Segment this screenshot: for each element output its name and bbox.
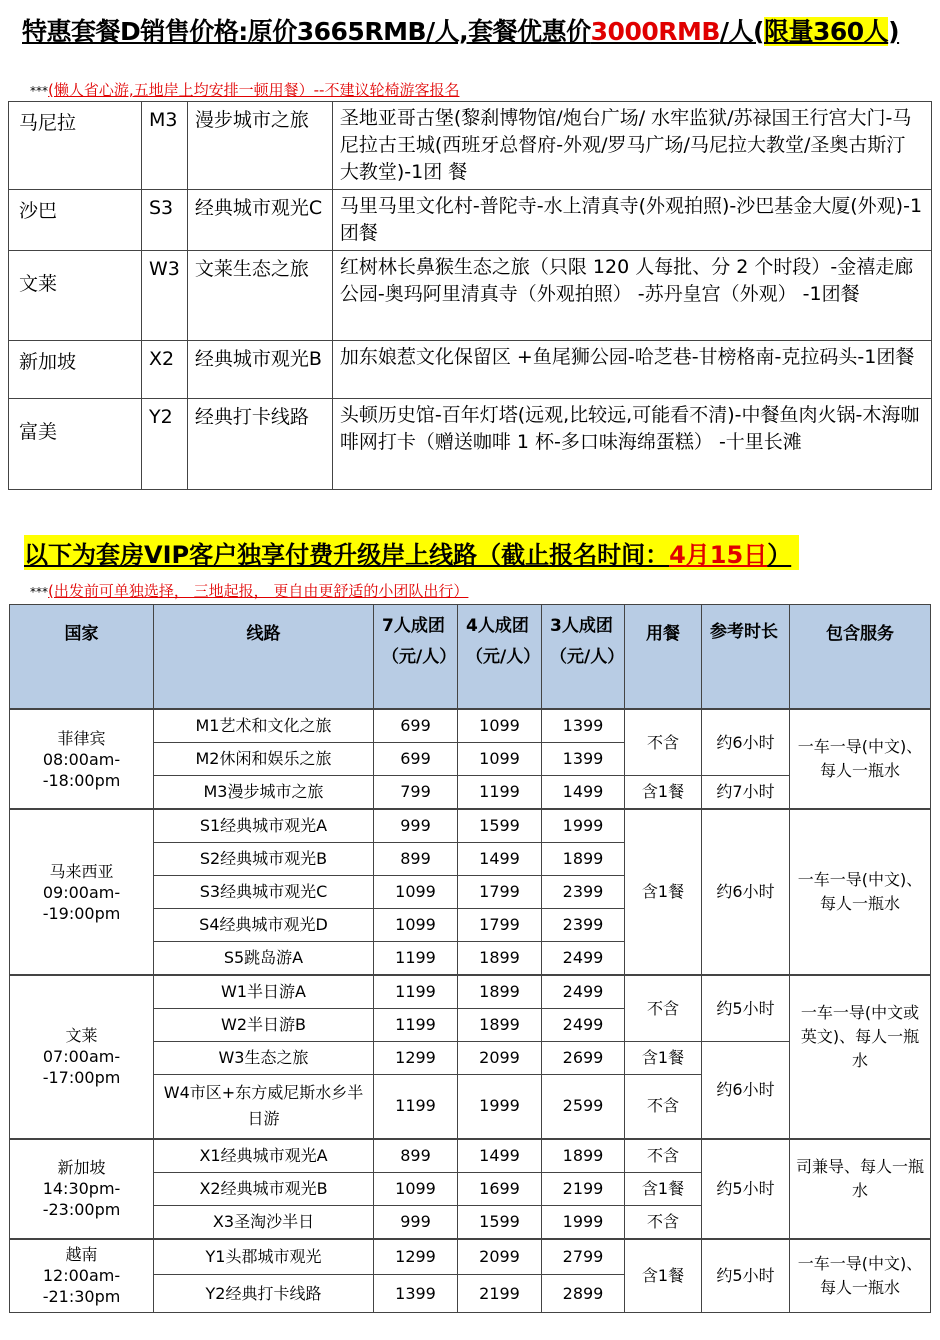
col-country: 国家 [10, 605, 154, 710]
price-3: 1999 [542, 1205, 625, 1239]
itinerary-table [8, 101, 932, 490]
route-name: W4市区+东方威尼斯水乡半日游 [154, 1075, 374, 1139]
price-3: 1399 [542, 709, 625, 743]
itinerary-route-name: 漫步城市之旅 [187, 102, 332, 190]
price-4: 2199 [458, 1275, 542, 1313]
country-name: 马来西亚 [49, 861, 114, 881]
price-7: 1299 [374, 1042, 458, 1075]
table-row [10, 1139, 931, 1173]
itinerary-row [9, 251, 932, 341]
itinerary-route-name: 经典打卡线路 [187, 399, 332, 490]
route-name: M2休闲和娱乐之旅 [154, 743, 374, 776]
itinerary-city: 富美 [9, 399, 142, 490]
promo-price: 3000RMB [590, 17, 720, 46]
price-4: 1099 [458, 743, 542, 776]
table-row [10, 1239, 931, 1275]
route-name: M1艺术和文化之旅 [154, 709, 374, 743]
price-7: 1199 [374, 975, 458, 1009]
meal-cell: 不含 [625, 975, 702, 1042]
meal-cell: 不含 [625, 709, 702, 776]
route-name: Y1头郡城市观光 [154, 1239, 374, 1275]
table-row [10, 709, 931, 743]
route-name: W2半日游B [154, 1009, 374, 1042]
price-7: 1099 [374, 909, 458, 942]
price-3: 1999 [542, 809, 625, 843]
route-name: X2经典城市观光B [154, 1172, 374, 1205]
country-time: 14:30pm--23:00pm [42, 1179, 121, 1219]
itinerary-city: 文莱 [9, 251, 142, 341]
meal-cell: 不含 [625, 1075, 702, 1139]
meal-cell: 不含 [625, 1205, 702, 1239]
route-name: W3生态之旅 [154, 1042, 374, 1075]
route-name: X1经典城市观光A [154, 1139, 374, 1173]
price-3: 2399 [542, 876, 625, 909]
col-route: 线路 [154, 605, 374, 710]
price-4: 1799 [458, 876, 542, 909]
itinerary-row [9, 399, 932, 490]
price-3: 1899 [542, 1139, 625, 1173]
price-4: 1799 [458, 909, 542, 942]
vip-upgrade-heading [24, 535, 799, 570]
duration-cell: 约6小时 [702, 709, 790, 776]
price-7: 1199 [374, 1009, 458, 1042]
price-4: 1899 [458, 975, 542, 1009]
country-time: 09:00am--19:00pm [42, 882, 121, 923]
heading-prefix: 特惠套餐D销售价格:原价3665RMB/人,套餐优惠价 [22, 17, 591, 46]
itinerary-city: 新加坡 [9, 341, 142, 399]
price-7: 799 [374, 776, 458, 810]
itinerary-route-name: 文莱生态之旅 [187, 251, 332, 341]
itinerary-row [9, 341, 932, 399]
price-7: 1199 [374, 942, 458, 976]
route-name: W1半日游A [154, 975, 374, 1009]
price-3: 1899 [542, 843, 625, 876]
country-cell [10, 709, 154, 809]
col-service: 包含服务 [790, 605, 931, 710]
per-person-text: /人( [719, 17, 764, 46]
itinerary-detail: 头顿历史馆-百年灯塔(远观,比较远,可能看不清)-中餐鱼肉火锅-木海咖啡网打卡（赠送咖啡 1 杯-多口味海绵蛋糕） -十里长滩 [332, 399, 931, 490]
itinerary-code: Y2 [142, 399, 188, 490]
service-cell: 一车一导(中文)、每人一瓶水 [790, 1239, 931, 1313]
price-7: 699 [374, 709, 458, 743]
price-7: 999 [374, 1205, 458, 1239]
note-text: (懒人省心游,五地岸上均安排一顿用餐）--不建议轮椅游客报名 [48, 81, 460, 99]
duration-cell: 约5小时 [702, 1239, 790, 1313]
price-4: 1999 [458, 1075, 542, 1139]
deadline-date: 4月15日 [669, 541, 768, 569]
price-7: 699 [374, 743, 458, 776]
itinerary-row [9, 102, 932, 190]
itinerary-code: M3 [142, 102, 188, 190]
meal-cell: 含1餐 [625, 776, 702, 810]
country-cell [10, 975, 154, 1139]
price-4: 2099 [458, 1042, 542, 1075]
service-cell: 一车一导(中文)、每人一瓶水 [790, 709, 931, 809]
price-3: 2599 [542, 1075, 625, 1139]
route-name: Y2经典打卡线路 [154, 1275, 374, 1313]
price-7: 999 [374, 809, 458, 843]
country-name: 越南 [65, 1245, 98, 1265]
itinerary-detail: 加东娘惹文化保留区 +鱼尾狮公园-哈芝巷-甘榜格南-克拉码头-1团餐 [332, 341, 931, 399]
table-row [10, 809, 931, 843]
country-cell [10, 809, 154, 975]
meal-cell: 含1餐 [625, 809, 702, 975]
vip-heading-close: ） [767, 541, 792, 569]
price-4: 2099 [458, 1239, 542, 1275]
price-7: 899 [374, 1139, 458, 1173]
package-price-heading [22, 12, 899, 48]
route-name: X3圣淘沙半日 [154, 1205, 374, 1239]
itinerary-route-name: 经典城市观光C [187, 190, 332, 251]
country-name: 文莱 [65, 1026, 98, 1046]
country-time: 12:00am--21:30pm [42, 1266, 121, 1307]
country-name: 新加坡 [57, 1158, 106, 1177]
itinerary-detail: 红树林长鼻猴生态之旅（只限 120 人每批、分 2 个时段）-金禧走廊公园-奥玛阿里清真寺（外观拍照） -苏丹皇宫（外观） -1团餐 [332, 251, 931, 341]
price-4: 1499 [458, 1139, 542, 1173]
note-stars: *** [30, 84, 48, 98]
price-3: 2399 [542, 909, 625, 942]
price-3: 2499 [542, 1009, 625, 1042]
price-4: 1699 [458, 1172, 542, 1205]
duration-cell: 约5小时 [702, 1139, 790, 1239]
price-3: 2499 [542, 942, 625, 976]
vip-price-table [9, 604, 931, 1313]
package-note [30, 79, 459, 100]
duration-cell: 约6小时 [702, 809, 790, 975]
route-name: S1经典城市观光A [154, 809, 374, 843]
price-7: 1299 [374, 1239, 458, 1275]
price-3: 2899 [542, 1275, 625, 1313]
meal-cell: 含1餐 [625, 1042, 702, 1075]
country-time: 08:00am--18:00pm [42, 749, 121, 790]
country-cell [10, 1239, 154, 1313]
price-7: 1099 [374, 876, 458, 909]
col-meal: 用餐 [625, 605, 702, 710]
price-4: 1899 [458, 1009, 542, 1042]
itinerary-row [9, 190, 932, 251]
vip-note [30, 580, 468, 601]
price-4: 1499 [458, 843, 542, 876]
service-cell: 一车一导(中文或英文)、每人一瓶水 [790, 975, 931, 1139]
price-3: 2499 [542, 975, 625, 1009]
service-cell: 司兼导、每人一瓶水 [790, 1139, 931, 1239]
meal-cell: 含1餐 [625, 1239, 702, 1313]
route-name: S3经典城市观光C [154, 876, 374, 909]
price-3: 2799 [542, 1239, 625, 1275]
duration-cell: 约5小时 [702, 975, 790, 1042]
price-7: 1399 [374, 1275, 458, 1313]
price-7: 899 [374, 843, 458, 876]
price-3: 2699 [542, 1042, 625, 1075]
country-name: 菲律宾 [57, 728, 106, 748]
meal-cell: 不含 [625, 1139, 702, 1173]
duration-cell: 约7小时 [702, 776, 790, 810]
price-4: 1599 [458, 1205, 542, 1239]
note-stars: *** [30, 585, 48, 599]
price-4: 1099 [458, 709, 542, 743]
itinerary-detail: 圣地亚哥古堡(黎刹博物馆/炮台广场/ 水牢监狱/苏禄国王行宫大门-马尼拉古王城(西班牙总督府-外观/罗马广场/马尼拉大教堂/圣奥古斯汀大教堂)-1团 餐 [332, 102, 931, 190]
itinerary-code: W3 [142, 251, 188, 341]
itinerary-code: X2 [142, 341, 188, 399]
limit-badge: 限量360人 [763, 17, 889, 46]
price-4: 1199 [458, 776, 542, 810]
col-price-3: 3人成团（元/人） [542, 605, 625, 710]
itinerary-city: 马尼拉 [9, 102, 142, 190]
col-price-7: 7人成团（元/人） [374, 605, 458, 710]
price-3: 1499 [542, 776, 625, 810]
price-3: 1399 [542, 743, 625, 776]
price-4: 1599 [458, 809, 542, 843]
price-4: 1899 [458, 942, 542, 976]
price-table-header [10, 605, 931, 710]
country-cell [10, 1139, 154, 1239]
price-3: 2199 [542, 1172, 625, 1205]
meal-cell: 含1餐 [625, 1172, 702, 1205]
table-row [10, 975, 931, 1009]
itinerary-code: S3 [142, 190, 188, 251]
itinerary-city: 沙巴 [9, 190, 142, 251]
col-duration: 参考时长 [702, 605, 790, 710]
route-name: S5跳岛游A [154, 942, 374, 976]
route-name: S2经典城市观光B [154, 843, 374, 876]
itinerary-detail: 马里马里文化村-普陀寺-水上清真寺(外观拍照)-沙巴基金大厦(外观)-1团餐 [332, 190, 931, 251]
duration-cell: 约6小时 [702, 1042, 790, 1139]
vip-heading-text: 以下为套房VIP客户独享付费升级岸上线路（截止报名时间： [24, 541, 670, 569]
price-7: 1099 [374, 1172, 458, 1205]
country-time: 07:00am--17:00pm [42, 1047, 121, 1088]
col-price-4: 4人成团（元/人） [458, 605, 542, 710]
service-cell: 一车一导(中文)、每人一瓶水 [790, 809, 931, 975]
price-7: 1199 [374, 1075, 458, 1139]
route-name: S4经典城市观光D [154, 909, 374, 942]
heading-close: ) [888, 17, 900, 46]
route-name: M3漫步城市之旅 [154, 776, 374, 810]
note-text: (出发前可单独选择， 三地起报， 更自由更舒适的小团队出行） [48, 582, 469, 600]
itinerary-route-name: 经典城市观光B [187, 341, 332, 399]
